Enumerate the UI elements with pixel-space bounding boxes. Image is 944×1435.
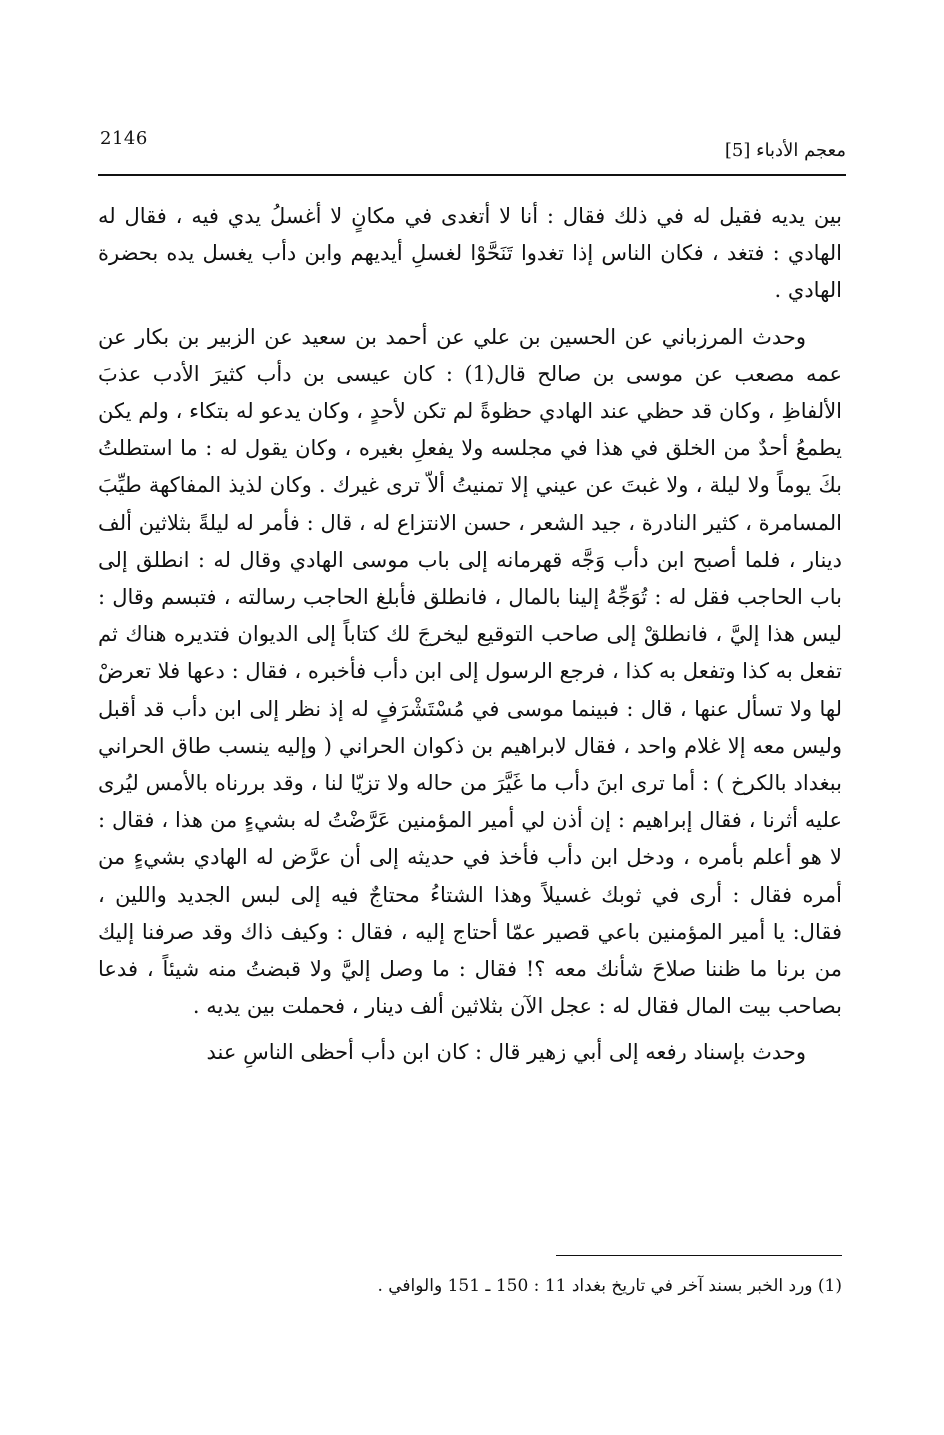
paragraph: وحدث المرزباني عن الحسين بن علي عن أحمد بن سعيد عن الزبير بن بكار عن عمه مصعب عن موسى بن صالح قال(1) : كان عيسى بن دأب كثيرَ الأدب عذبَ الألفاظِ ، وكان قد حظي عند الهادي حظوةً لم تكن لأحدٍ ، وكان يدعو له بتكاء ، ولم يكن يطمعُ أحدٌ من الخلق في هذا في مجلسه ولا يفعلِ بغيره ، وكان يقول له : ما استطلتُ بكَ يوماً ولا ليلة ، ولا غبتَ عن عيني إلا تمنيتُ ألاّ ترى غيرك . وكان لذيذ المفاكهة طيِّبَ المسامرة ، كثير النادرة ، جيد الشعر ، حسن الانتزاع له ، قال : فأمر له ليلةً بثلاثين ألف دينار ، فلما أصبح ابن دأب وَجَّه قهرمانه إلى باب موسى الهادي وقال له : انطلق إلى باب الحاجب فقل له : تُوَجِّهُ إلينا بالمال ، فانطلق فأبلغ الحاجب رسالته ، فتبسم وقال : ليس هذا إليَّ ، فانطلقْ إلى صاحب التوقيع ليخرجَ لك كتاباً إلى الديوان فتديره هناك ثم تفعل به كذا وتفعل به كذا ، فرجع الرسول إلى ابن دأب فأخبره ، فقال : دعها فلا تعرضْ لها ولا تسأل عنها ، قال : فبينما موسى في مُسْتَشْرَفٍ له إذ نظر إلى ابن دأب قد أقبل وليس معه إلا غلام واحد ، فقال لابراهيم بن ذكوان الحراني ( وإليه ينسب طاق الحراني ببغداد بالكرخ ) : أما ترى ابنَ دأب ما غَيَّرَ من حاله ولا تزيّا لنا ، وقد بررناه بالأمس ليُرى عليه أثرنا ، فقال إبراهيم : إن أذن لي أمير المؤمنين عَرَّضْتُ له بشيءٍ من هذا ، فقال : لا هو أعلم بأمره ، ودخل ابن دأب فأخذ في حديثه إلى أن عرَّض له الهادي بشيءٍ من أمره فقال : أرى في ثوبك غسيلاً وهذا الشتاءُ محتاجٌ فيه إلى لبس الجديد واللين ، فقال: يا أمير المؤمنين باعي قصير عمّا أحتاج إليه ، فقال : وكيف ذاك وقد صرفنا إليك من برنا ما ظننا صلاحَ شأنك معه ؟! فقال : ما وصل إليَّ ولا قبضتُ منه شيئاً ، فدعا بصاحب بيت المال فقال له : عجل الآن بثلاثين ألف دينار ، فحملت بين يديه .	[98, 324, 843, 1019]
main-text	[98, 198, 842, 1072]
footnote: (1) ورد الخبر بسند آخر في تاريخ بغداد 11 : 150 ـ 151 والوافي .	[377, 1276, 842, 1296]
header-divider	[98, 174, 846, 176]
page-number: 2146	[100, 128, 148, 149]
footnote-divider	[556, 1255, 842, 1256]
running-title: معجم الأدباء [5]	[724, 140, 846, 161]
paragraph: وحدث بإسناد رفعه إلى أبي زهير قال : كان ابن دأب أحظى الناسِ عند	[206, 1040, 806, 1065]
paragraph-continuation: بين يديه فقيل له في ذلك فقال : أنا لا أتغدى في مكانٍ لا أغسلُ يدي فيه ، فقال له الهادي : فتغد ، فكان الناس إذا تغدوا تَنَحَّوْا لغسلِ أيديهم وابن دأب يغسل يده بحضرة الهادي .	[98, 204, 842, 303]
